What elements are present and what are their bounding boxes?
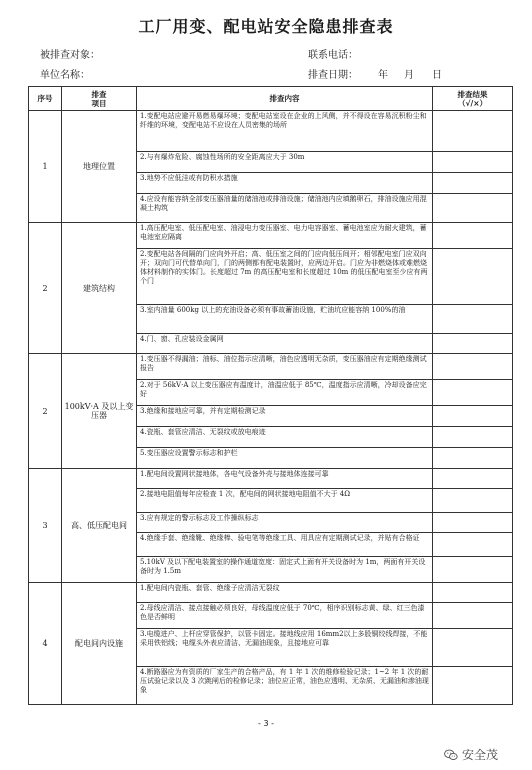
- result-cell[interactable]: [433, 603, 513, 629]
- section-project: 地理位置: [62, 111, 137, 223]
- section-project: 配电间内设施: [62, 583, 137, 705]
- section-seq: 1: [29, 111, 62, 223]
- check-item: 4.瓷瓶、套管应清洁、无裂纹或放电痕迹: [137, 427, 433, 448]
- result-cell[interactable]: [433, 152, 513, 173]
- page-number: - 3 -: [258, 719, 274, 728]
- result-cell[interactable]: [433, 557, 513, 583]
- result-cell[interactable]: [433, 380, 513, 406]
- check-item: 4.应设有能容纳全部变压器油量的储油池或排油设施；储油池内应填鹅卵石，排油设施应用混凝土构筑: [137, 194, 433, 223]
- result-cell[interactable]: [433, 427, 513, 448]
- date-year: 年: [378, 70, 388, 81]
- check-item: 1.变配电站应避开易燃易爆环境；变配电站室设在企业的上风侧，并不得设在容易沉积粉尘和纤维的环境，变配电站不应设在人员密集的场所: [137, 111, 433, 152]
- date-label: 排查日期：: [308, 70, 358, 81]
- check-item: 1.配电间设置网状接地体，各电气设备外壳与接地体连接可靠: [137, 469, 433, 489]
- result-cell[interactable]: [433, 533, 513, 557]
- check-item: 3.绝缘和接地应可靠，并有定期检测记录: [137, 406, 433, 427]
- check-item: 2.与有爆炸危险、腐蚀性场所的安全距离应大于 30m: [137, 152, 433, 173]
- check-item: 5.变压器应设置警示标志和护栏: [137, 448, 433, 469]
- date-day: 日: [432, 70, 442, 81]
- check-item: 4.绝缘手套、绝缘靴、绝缘棒、验电笔等绝缘工具、用具应有定期测试记录，并贴有合格证: [137, 533, 433, 557]
- result-cell[interactable]: [433, 305, 513, 334]
- result-cell[interactable]: [433, 173, 513, 194]
- unit-label: 单位名称：: [40, 70, 90, 81]
- result-cell[interactable]: [433, 249, 513, 305]
- header-project-line1: 排查: [91, 89, 107, 99]
- wechat-icon: [444, 749, 458, 761]
- section-project: 100kV·A 及以上变压器: [62, 354, 137, 469]
- check-item: 5.10kV 及以下配电装置室的操作通道宽度：固定式上面有开关设备时为 1m，两面有开关设备时为 1.5m: [137, 557, 433, 583]
- check-item: 4.断路器应为有资质的厂家生产的合格产品，有 1 年 1 次的维修检验记录；1~2 年 1 次的耐压试验记录以及 3 次跳闸后的检修记录；油位应正常，油色应透明、无杂质、无漏油和渗油现象: [137, 667, 433, 705]
- result-cell[interactable]: [433, 513, 513, 533]
- result-cell[interactable]: [433, 448, 513, 469]
- header-content: 排查内容: [137, 87, 433, 111]
- table-row: [29, 223, 513, 249]
- result-cell[interactable]: [433, 354, 513, 380]
- result-cell[interactable]: [433, 334, 513, 354]
- section-seq: 3: [29, 469, 62, 583]
- watermark-text: 安全茂: [462, 748, 499, 762]
- result-cell[interactable]: [433, 223, 513, 249]
- phone-label: 联系电话：: [308, 50, 358, 61]
- header-result-line1: 排查结果: [457, 89, 488, 99]
- section-seq: 2: [29, 223, 62, 354]
- result-cell[interactable]: [433, 111, 513, 152]
- header-result: [433, 87, 513, 111]
- header-result-line2: （√/×）: [457, 98, 488, 108]
- section-project: 高、低压配电间: [62, 469, 137, 583]
- date-month: 月: [404, 70, 414, 81]
- check-item: 4.门、窗、孔应装设金属网: [137, 334, 433, 354]
- check-item: 2.对于 56kV·A 以上变压器应有温度计，油温应低于 85℃，温度指示应清晰，冷却设备应完好: [137, 380, 433, 406]
- check-item: 1.高压配电室、低压配电室、油浸电力变压器室、电力电容器室、蓄电池室应为耐火建筑，蓄电池室应隔离: [137, 223, 433, 249]
- result-cell[interactable]: [433, 629, 513, 667]
- result-cell[interactable]: [433, 667, 513, 705]
- check-item: 3.地势不应低洼或有防积水措施: [137, 173, 433, 194]
- watermark: [444, 746, 498, 763]
- check-item: 3.室内油量 600kg 以上的充油设备必须有事故蓄油设施，贮油坑应能容纳 100%的油: [137, 305, 433, 334]
- inspected-label: 被排查对象：: [40, 50, 100, 61]
- header-project-line2: 项目: [91, 98, 107, 108]
- section-seq: 2: [29, 354, 62, 469]
- header-seq: 序号: [29, 87, 62, 111]
- result-cell[interactable]: [433, 406, 513, 427]
- table-row: [29, 111, 513, 152]
- header-project: [62, 87, 137, 111]
- check-item: 2.母线应清洁、接点接触必须良好，母线温度应低于 70℃，相序识别标志黄、绿、红三色漆色是否鲜明: [137, 603, 433, 629]
- inspection-table: [28, 86, 513, 705]
- result-cell[interactable]: [433, 583, 513, 603]
- table-row: [29, 469, 513, 489]
- result-cell[interactable]: [433, 489, 513, 513]
- check-item: 2.变配电站各间隔的门应向外开启；高、低压室之间的门应向低压间开；相邻配电室门应双向开；双向门可代替单向门，门的两侧都有配电装置时，应两边开启。门应为非燃烧体或难燃烧体材料制作的实体门。长度超过 7m 的高压配电室和长度超过 10m 的低压配电室至少应有两个门: [137, 249, 433, 305]
- result-cell[interactable]: [433, 194, 513, 223]
- section-seq: 4: [29, 583, 62, 705]
- table-row: [29, 583, 513, 603]
- section-project: 建筑结构: [62, 223, 137, 354]
- page-title: 工厂用变、配电站安全隐患排查表: [138, 17, 394, 36]
- table-row: [29, 354, 513, 380]
- check-item: 3.电缆进户、上杆应穿管保护，以管卡固定。接地线应用 16mm2以上多股铜绞线焊接，不能采用铁铝线；电缆头外表应清洁、无漏油现象，且接地应可靠: [137, 629, 433, 667]
- check-item: 2.接地电阻值每年应检查 1 次，配电间的网状接地电阻值不大于 4Ω: [137, 489, 433, 513]
- result-cell[interactable]: [433, 469, 513, 489]
- check-item: 1.配电间内瓷瓶、套管、绝缘子应清洁无裂纹: [137, 583, 433, 603]
- check-item: 3.应有规定的警示标志及工作操纵标志: [137, 513, 433, 533]
- check-item: 1.变压器不得漏油；油标、油位指示应清晰，油色应透明无杂质，变压器油应有定期绝缘测试报告: [137, 354, 433, 380]
